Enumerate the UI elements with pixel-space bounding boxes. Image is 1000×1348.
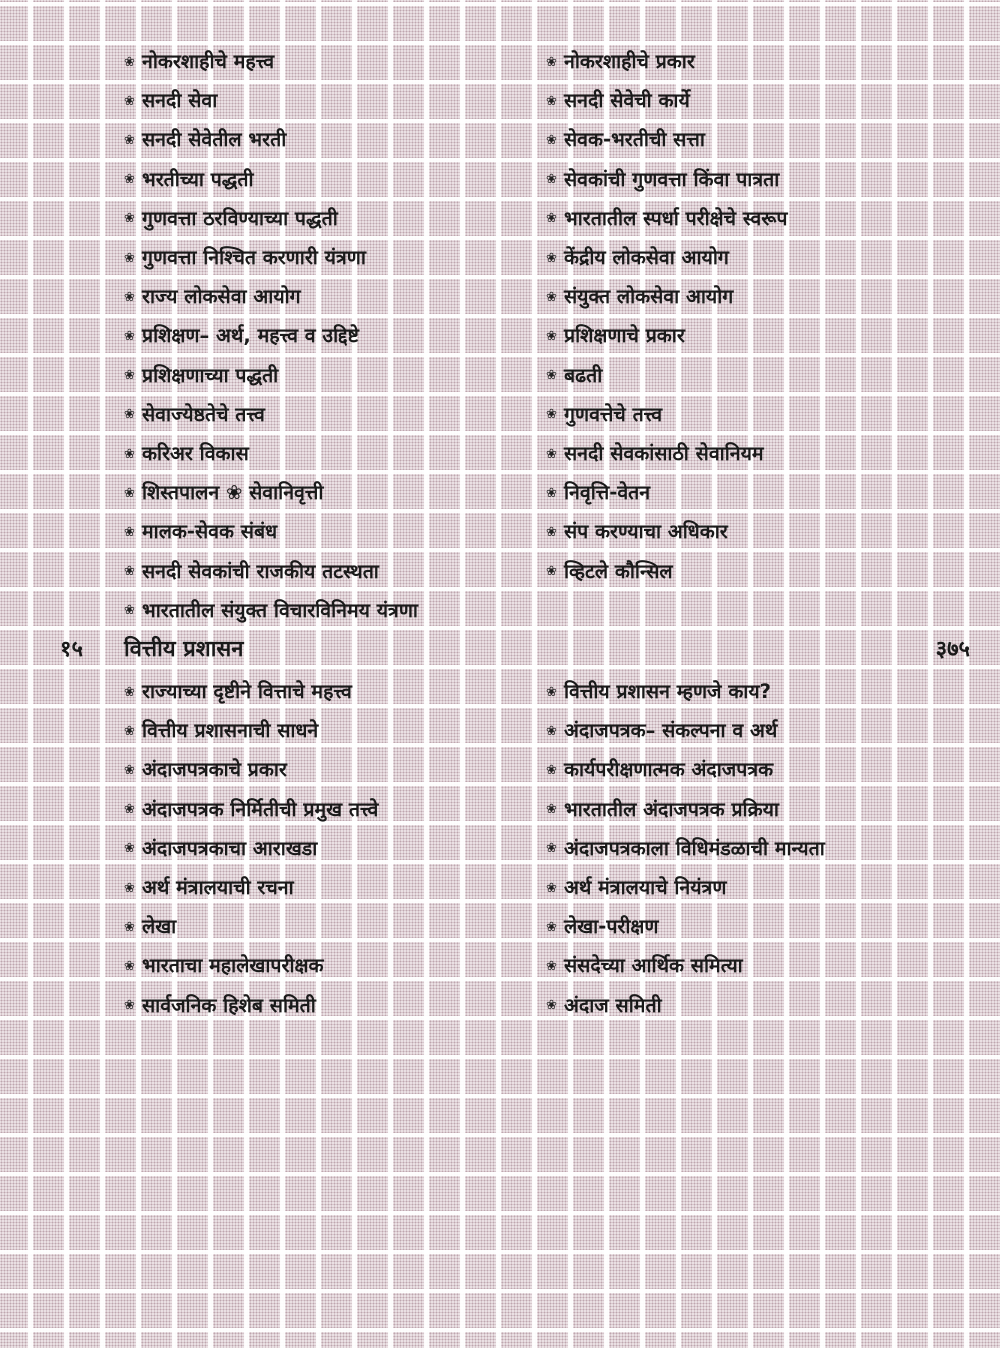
topic-item: [546, 162, 956, 198]
topic-label: वित्तीय प्रशासनाची साधने: [142, 719, 319, 743]
flower-bullet-icon: ❀: [546, 564, 557, 580]
topic-label: सनदी सेवेची कार्ये: [564, 89, 690, 113]
topic-item: [546, 831, 956, 867]
topic-label: सनदी सेवकांची राजकीय तटस्थता: [142, 559, 379, 583]
topic-item: [124, 870, 534, 906]
topic-item: [546, 752, 956, 788]
topic-item: [546, 948, 956, 984]
topic-label: वित्तीय प्रशासन म्हणजे काय?: [564, 680, 771, 703]
topic-item: [546, 240, 956, 276]
topic-item: [124, 674, 534, 710]
chapter-page-number: ३७५: [935, 637, 970, 662]
topic-item: [546, 83, 956, 119]
topic-label: सनदी सेवा: [142, 89, 218, 113]
flower-bullet-icon: ❀: [546, 132, 557, 148]
topic-label: मालक-सेवक संबंध: [142, 520, 278, 544]
topic-label: सेवक-भरतीची सत्ता: [564, 128, 705, 152]
topic-label: संप करण्याचा अधिकार: [564, 520, 728, 544]
flower-bullet-icon: ❀: [546, 723, 557, 739]
flower-bullet-icon: ❀: [546, 172, 557, 188]
flower-bullet-icon: ❀: [546, 998, 557, 1014]
topic-item: [546, 44, 956, 80]
topic-label: अर्थ मंत्रालयाची रचना: [142, 876, 294, 899]
topic-item: [546, 988, 956, 1024]
topic-label: करिअर विकास: [142, 442, 249, 465]
topic-label: बढती: [564, 363, 603, 387]
topic-label: निवृत्ति-वेतन: [564, 481, 651, 505]
topic-item: [546, 792, 956, 828]
topic-item: [546, 397, 956, 433]
topic-label: अंदाजपत्रक निर्मितीची प्रमुख तत्त्वे: [142, 797, 379, 821]
flower-bullet-icon: ❀: [124, 524, 135, 540]
topic-item: [124, 792, 534, 828]
flower-bullet-icon: ❀: [546, 407, 557, 423]
topic-item: [546, 713, 956, 749]
topic-label: प्रशिक्षणाचे प्रकार: [564, 324, 685, 348]
topic-label: राज्याच्या दृष्टीने वित्ताचे महत्त्व: [142, 680, 352, 703]
flower-bullet-icon: ❀: [546, 54, 557, 70]
topic-label: सेवकांची गुणवत्ता किंवा पात्रता: [564, 167, 780, 191]
topic-label: संयुक्त लोकसेवा आयोग: [564, 285, 734, 309]
flower-bullet-icon: ❀: [124, 211, 135, 227]
topic-item: [546, 122, 956, 158]
flower-bullet-icon: ❀: [546, 762, 557, 778]
topic-label: भारतातील स्पर्धा परीक्षेचे स्वरूप: [564, 206, 788, 230]
topic-label: प्रशिक्षणाच्या पद्धती: [142, 363, 279, 387]
flower-bullet-icon: ❀: [124, 368, 135, 384]
topic-item: [546, 554, 956, 590]
flower-bullet-icon: ❀: [546, 684, 557, 700]
flower-bullet-icon: ❀: [124, 93, 135, 109]
topic-label: शिस्तपालन ❀ सेवानिवृत्ती: [142, 481, 324, 505]
topic-item: [124, 554, 534, 590]
flower-bullet-icon: ❀: [124, 998, 135, 1014]
flower-bullet-icon: ❀: [124, 684, 135, 700]
topic-item: [124, 988, 534, 1024]
flower-bullet-icon: ❀: [124, 958, 135, 974]
topic-label: सार्वजनिक हिशेब समिती: [142, 993, 316, 1017]
topic-label: केंद्रीय लोकसेवा आयोग: [564, 246, 729, 269]
topic-label: अंदाज समिती: [564, 993, 662, 1017]
topic-label: नोकरशाहीचे प्रकार: [564, 50, 695, 73]
topic-item: [546, 475, 956, 511]
flower-bullet-icon: ❀: [124, 328, 135, 344]
topic-item: [546, 201, 956, 237]
topic-item: [124, 436, 534, 472]
topic-label: भारतातील संयुक्त विचारविनिमय यंत्रणा: [142, 598, 418, 622]
chapter-title: वित्तीय प्रशासन: [124, 637, 244, 662]
topic-label: गुणवत्ता ठरविण्याच्या पद्धती: [142, 206, 338, 230]
chapter-number: १५: [60, 637, 83, 662]
topic-item: [124, 831, 534, 867]
topic-item: [124, 162, 534, 198]
topic-label: अंदाजपत्रकाचे प्रकार: [142, 758, 287, 782]
topic-label: सेवाज्येष्ठतेचे तत्त्व: [142, 402, 265, 426]
topic-item: [124, 122, 534, 158]
flower-bullet-icon: ❀: [124, 132, 135, 148]
topic-label: सनदी सेवकांसाठी सेवानियम: [564, 442, 764, 465]
topic-item: [546, 870, 956, 906]
topic-label: भरतीच्या पद्धती: [142, 167, 254, 191]
flower-bullet-icon: ❀: [124, 919, 135, 935]
topic-item: [124, 279, 534, 315]
topic-label: अंदाजपत्रकाचा आराखडा: [142, 836, 318, 860]
flower-bullet-icon: ❀: [124, 723, 135, 739]
flower-bullet-icon: ❀: [124, 485, 135, 501]
flower-bullet-icon: ❀: [124, 54, 135, 70]
topic-label: लेखा-परीक्षण: [564, 915, 659, 939]
flower-bullet-icon: ❀: [124, 250, 135, 266]
flower-bullet-icon: ❀: [546, 250, 557, 266]
topic-item: [546, 358, 956, 394]
topic-label: भारतातील अंदाजपत्रक प्रक्रिया: [564, 797, 779, 821]
topic-item: [124, 514, 534, 550]
topic-label: लेखा: [142, 915, 177, 939]
topic-item: [124, 397, 534, 433]
flower-bullet-icon: ❀: [124, 446, 135, 462]
topic-item: [124, 201, 534, 237]
flower-bullet-icon: ❀: [546, 919, 557, 935]
topic-item: [546, 279, 956, 315]
flower-bullet-icon: ❀: [124, 564, 135, 580]
flower-bullet-icon: ❀: [124, 172, 135, 188]
topic-label: व्हिटले कौन्सिल: [564, 559, 673, 583]
flower-bullet-icon: ❀: [546, 524, 557, 540]
flower-bullet-icon: ❀: [546, 211, 557, 227]
flower-bullet-icon: ❀: [546, 446, 557, 462]
topic-item: [124, 713, 534, 749]
flower-bullet-icon: ❀: [546, 289, 557, 305]
flower-bullet-icon: ❀: [546, 368, 557, 384]
topic-item: [124, 358, 534, 394]
topic-label: नोकरशाहीचे महत्त्व: [142, 50, 275, 73]
topic-item: [124, 83, 534, 119]
topic-label: अंदाजपत्रक– संकल्पना व अर्थ: [564, 719, 778, 743]
flower-bullet-icon: ❀: [546, 802, 557, 818]
topic-item: [124, 752, 534, 788]
flower-bullet-icon: ❀: [546, 485, 557, 501]
topic-label: कार्यपरीक्षणात्मक अंदाजपत्रक: [564, 758, 774, 782]
topic-item: [546, 318, 956, 354]
topic-label: राज्य लोकसेवा आयोग: [142, 285, 301, 309]
flower-bullet-icon: ❀: [546, 328, 557, 344]
flower-bullet-icon: ❀: [124, 762, 135, 778]
flower-bullet-icon: ❀: [124, 841, 135, 857]
flower-bullet-icon: ❀: [124, 802, 135, 818]
topic-item: [124, 475, 534, 511]
topic-item: [124, 44, 534, 80]
flower-bullet-icon: ❀: [546, 880, 557, 896]
flower-bullet-icon: ❀: [124, 407, 135, 423]
flower-bullet-icon: ❀: [546, 958, 557, 974]
flower-bullet-icon: ❀: [124, 880, 135, 896]
topic-item: [546, 436, 956, 472]
topic-label: अर्थ मंत्रालयाचे नियंत्रण: [564, 876, 727, 899]
topic-item: [546, 514, 956, 550]
topic-item: [546, 674, 956, 710]
topic-label: भारताचा महालेखापरीक्षक: [142, 954, 324, 978]
topic-item: [124, 240, 534, 276]
flower-bullet-icon: ❀: [546, 93, 557, 109]
topic-label: गुणवत्ता निश्‍चित करणारी यंत्रणा: [142, 246, 366, 269]
topic-label: संसदेच्या आर्थिक समित्या: [564, 954, 743, 978]
topic-item: [124, 948, 534, 984]
topic-item: [124, 593, 534, 629]
topic-item: [124, 909, 534, 945]
topic-item: [124, 318, 534, 354]
topic-label: अंदाजपत्रकाला विधिमंडळाची मान्यता: [564, 836, 825, 860]
topic-item: [546, 909, 956, 945]
topic-label: सनदी सेवेतील भरती: [142, 128, 287, 152]
topic-label: गुणवत्तेचे तत्त्व: [564, 402, 663, 426]
topic-label: प्रशिक्षण– अर्थ, महत्त्व व उद्दिष्टे: [142, 324, 359, 348]
flower-bullet-icon: ❀: [124, 603, 135, 619]
flower-bullet-icon: ❀: [546, 841, 557, 857]
flower-bullet-icon: ❀: [124, 289, 135, 305]
